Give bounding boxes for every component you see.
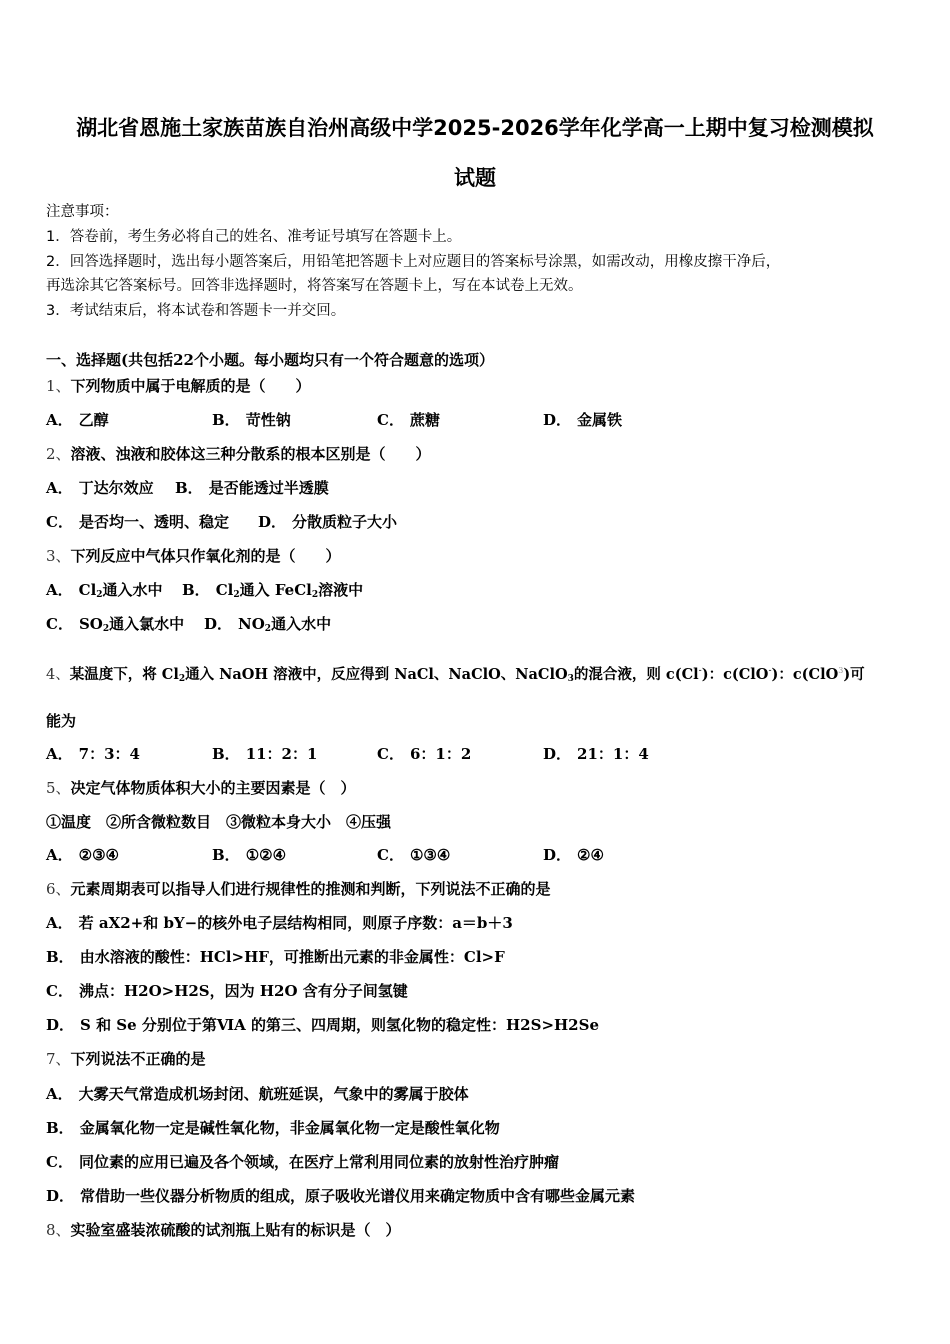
question-text: 决定气体物质体积大小的主要因素是（ ） — [70, 779, 356, 797]
q1-option-d: D． 金属铁 — [543, 411, 623, 429]
question-number: 6、 — [46, 880, 71, 898]
q4-option-a: A． 7：3：4 — [46, 745, 140, 763]
question-3 — [46, 546, 341, 566]
q7-option-c: C． 同位素的应用已遍及各个领域，在医疗上常利用同位素的放射性治疗肿瘤 — [46, 1153, 559, 1171]
q3-option-b: B． $Cl_2$通入 FeCl$_2$溶液中 — [182, 581, 364, 600]
question-text: 下列物质中属于电解质的是（ ） — [70, 377, 311, 395]
document-title: 湖北省恩施土家族苗族自治州高级中学2025-2026学年化学高一上期中复习检测模拟 — [76, 116, 874, 140]
question-7 — [46, 1049, 206, 1069]
question-text: 下列说法不正确的是 — [70, 1050, 206, 1068]
question-text: 实验室盛装浓硫酸的试剂瓶上贴有的标识是（ ） — [70, 1221, 401, 1239]
q4-option-d: D． 21：1：4 — [543, 745, 649, 763]
question-4: 4、某温度下，将 $Cl_2$通入 NaOH 溶液中，反应得到 NaCl、NaClO、NaClO$_3$的混合液，则 c(Cl-)：c(ClO-)：c(ClO$^3$)可 — [46, 666, 865, 684]
question-5 — [46, 778, 356, 798]
q3-option-a: A． $Cl_2$通入水中 — [46, 581, 163, 600]
question-4-continuation: 能为 — [46, 712, 77, 730]
question-5-factors: ①温度 ②所含微粒数目 ③微粒本身大小 ④压强 — [46, 813, 392, 831]
question-number: 4、 — [46, 667, 70, 683]
q6-option-c: C． 沸点：H2O>H2S，因为 H2O 含有分子间氢键 — [46, 982, 408, 1000]
question-8 — [46, 1220, 401, 1240]
q2-option-a: A． 丁达尔效应 — [46, 479, 154, 497]
q7-option-b: B． 金属氧化物一定是碱性氧化物，非金属氧化物一定是酸性氧化物 — [46, 1119, 500, 1137]
question-number: 7、 — [46, 1050, 71, 1068]
notice-item-2: 2．回答选择题时，选出每小题答案后，用铅笔把答题卡上对应题目的答案标号涂黑，如需改动，用橡皮擦干净后， — [46, 254, 781, 270]
q7-option-a: A． 大雾天气常造成机场封闭、航班延误，气象中的雾属于胶体 — [46, 1085, 469, 1103]
q7-option-d: D． 常借助一些仪器分析物质的组成，原子吸收光谱仪用来确定物质中含有哪些金属元素 — [46, 1187, 636, 1205]
question-text: 溶液、浊液和胶体这三种分散系的根本区别是（ ） — [70, 445, 431, 463]
notice-heading: 注意事项： — [46, 204, 119, 220]
document-title-continuation: 试题 — [454, 166, 496, 190]
q4-option-b: B． 11：2：1 — [212, 745, 318, 763]
section-heading: 一、选择题(共包括22个小题。每小题均只有一个符合题意的选项） — [46, 351, 494, 369]
question-text: 下列反应中气体只作氧化剂的是（ ） — [70, 547, 341, 565]
question-number: 3、 — [46, 547, 71, 565]
q2-option-b: B． 是否能透过半透膜 — [175, 479, 329, 497]
question-6 — [46, 879, 551, 899]
question-number: 5、 — [46, 779, 71, 797]
q1-option-b: B． 苛性钠 — [212, 411, 291, 429]
notice-item-2-cont: 再选涂其它答案标号。回答非选择题时，将答案写在答题卡上，写在本试卷上无效。 — [46, 278, 583, 294]
q5-option-d: D． ②④ — [543, 846, 604, 864]
q6-option-a: A． 若 aX2+和 bY−的核外电子层结构相同，则原子序数：a＝b＋3 — [46, 914, 513, 932]
q3-option-c: C． $SO_2$通入氯水中 — [46, 615, 185, 634]
question-text: 元素周期表可以指导人们进行规律性的推测和判断，下列说法不正确的是 — [70, 880, 551, 898]
notice-item-3: 3．考试结束后，将本试卷和答题卡一并交回。 — [46, 303, 346, 319]
q5-option-b: B． ①②④ — [212, 846, 287, 864]
q2-option-d: D． 分散质粒子大小 — [258, 513, 398, 531]
q1-option-c: C． 蔗糖 — [377, 411, 440, 429]
q5-option-c: C． ①③④ — [377, 846, 451, 864]
q4-option-c: C． 6：1：2 — [377, 745, 472, 763]
q2-option-c: C． 是否均一、透明、稳定 — [46, 513, 229, 531]
q6-option-d: D． S 和 Se 分别位于第ⅥA 的第三、四周期，则氢化物的稳定性：H2S>H2Se — [46, 1016, 599, 1034]
q1-option-a: A． 乙醇 — [46, 411, 109, 429]
question-2 — [46, 444, 431, 464]
q3-option-d: D． $NO_2$通入水中 — [204, 615, 332, 634]
question-number: 8、 — [46, 1221, 71, 1239]
question-number: 1、 — [46, 377, 71, 395]
question-1 — [46, 376, 311, 396]
notice-item-1: 1．答卷前，考生务必将自己的姓名、准考证号填写在答题卡上。 — [46, 229, 462, 245]
q5-option-a: A． ②③④ — [46, 846, 119, 864]
q6-option-b: B． 由水溶液的酸性：HCl>HF，可推断出元素的非金属性：Cl>F — [46, 948, 505, 966]
question-number: 2、 — [46, 445, 71, 463]
